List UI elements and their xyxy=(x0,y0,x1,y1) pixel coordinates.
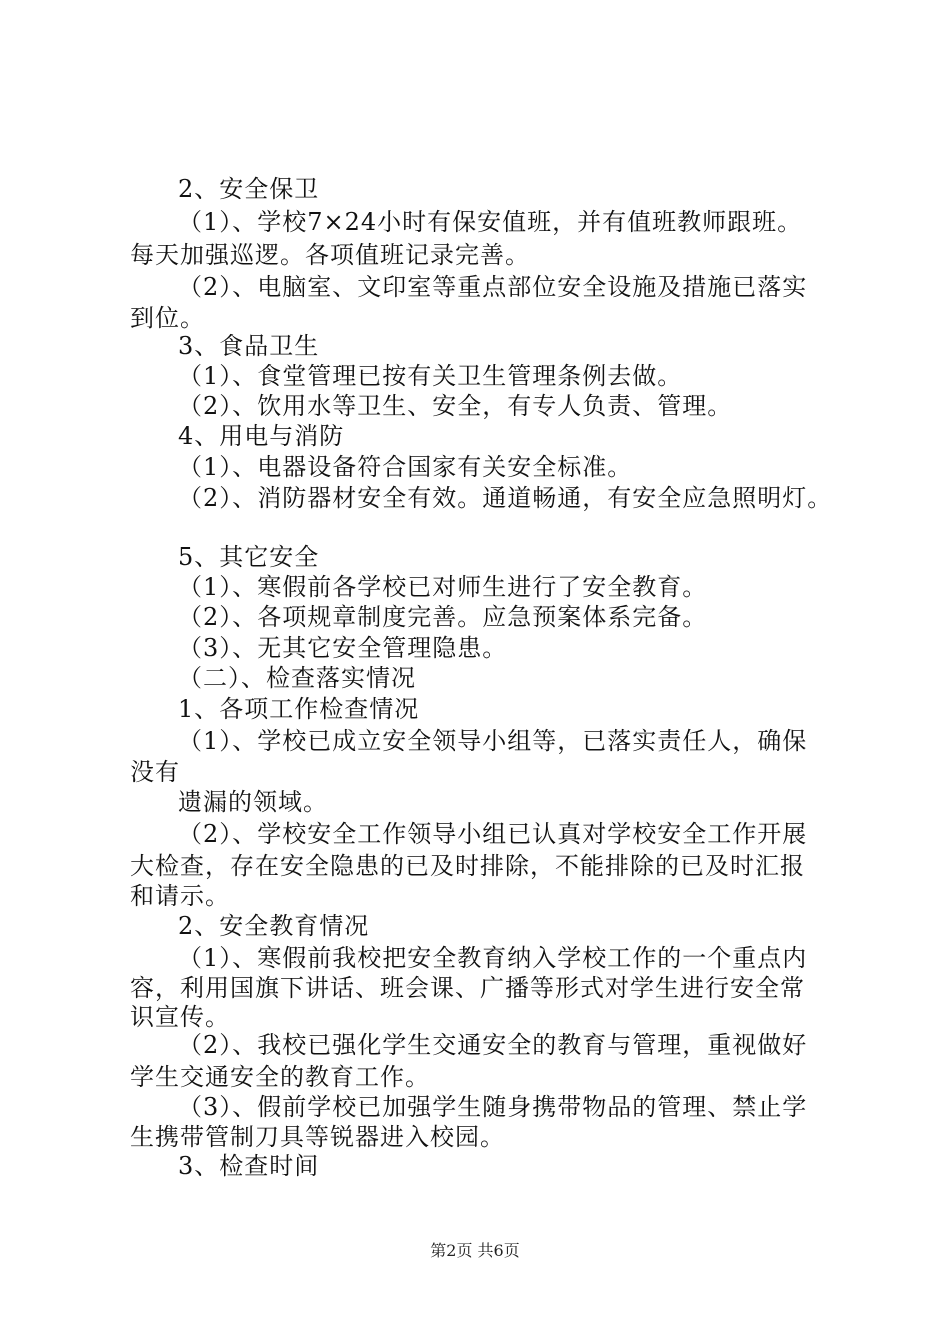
subsection-heading: 1、各项工作检查情况 xyxy=(178,695,420,723)
paragraph-line: （1）、寒假前各学校已对师生进行了安全教育。 xyxy=(178,573,708,601)
paragraph-line: 生携带管制刀具等锐器进入校园。 xyxy=(130,1123,505,1151)
paragraph-line: （1）、学校已成立安全领导小组等，已落实责任人，确保 xyxy=(178,727,808,755)
paragraph-line: （1）、食堂管理已按有关卫生管理条例去做。 xyxy=(178,362,683,390)
paragraph-line: （2）、消防器材安全有效。通道畅通，有安全应急照明灯。 xyxy=(178,484,833,512)
paragraph-line: 到位。 xyxy=(130,304,205,332)
subsection-heading: 3、检查时间 xyxy=(178,1152,320,1180)
section-heading-other: 5、其它安全 xyxy=(178,543,320,571)
page-number-footer: 第2页 共6页 xyxy=(430,1241,520,1260)
paragraph-line: （2）、电脑室、文印室等重点部位安全设施及措施已落实 xyxy=(178,273,808,301)
paragraph-line: 学生交通安全的教育工作。 xyxy=(130,1063,430,1091)
paragraph-line: 每天加强巡逻。各项值班记录完善。 xyxy=(130,241,530,269)
paragraph-line: （1）、寒假前我校把安全教育纳入学校工作的一个重点内 xyxy=(178,944,808,972)
paragraph-line: （3）、假前学校已加强学生随身携带物品的管理、禁止学 xyxy=(178,1093,808,1121)
paragraph-line: （2）、我校已强化学生交通安全的教育与管理，重视做好 xyxy=(178,1031,808,1059)
section-heading-inspection: （二）、检查落实情况 xyxy=(178,664,416,692)
section-heading-food: 3、食品卫生 xyxy=(178,332,320,360)
paragraph-line: 遗漏的领域。 xyxy=(178,788,328,816)
section-heading-electric: 4、用电与消防 xyxy=(178,422,345,450)
paragraph-line: （2）、各项规章制度完善。应急预案体系完备。 xyxy=(178,603,708,631)
paragraph-line: （2）、饮用水等卫生、安全，有专人负责、管理。 xyxy=(178,392,733,420)
paragraph-line: 和请示。 xyxy=(130,882,230,910)
paragraph-line: （1）、学校7×24小时有保安值班，并有值班教师跟班。 xyxy=(178,208,803,236)
paragraph-line: （2）、学校安全工作领导小组已认真对学校安全工作开展 xyxy=(178,820,808,848)
paragraph-line: （1）、电器设备符合国家有关安全标准。 xyxy=(178,453,633,481)
paragraph-line: 容，利用国旗下讲话、班会课、广播等形式对学生进行安全常 xyxy=(130,974,805,1002)
paragraph-line: （3）、无其它安全管理隐患。 xyxy=(178,634,508,662)
section-heading-security: 2、安全保卫 xyxy=(178,175,320,203)
subsection-heading: 2、安全教育情况 xyxy=(178,912,370,940)
paragraph-line: 没有 xyxy=(130,758,180,786)
paragraph-line: 大检查，存在安全隐患的已及时排除，不能排除的已及时汇报 xyxy=(130,852,805,880)
paragraph-line: 识宣传。 xyxy=(130,1003,230,1031)
